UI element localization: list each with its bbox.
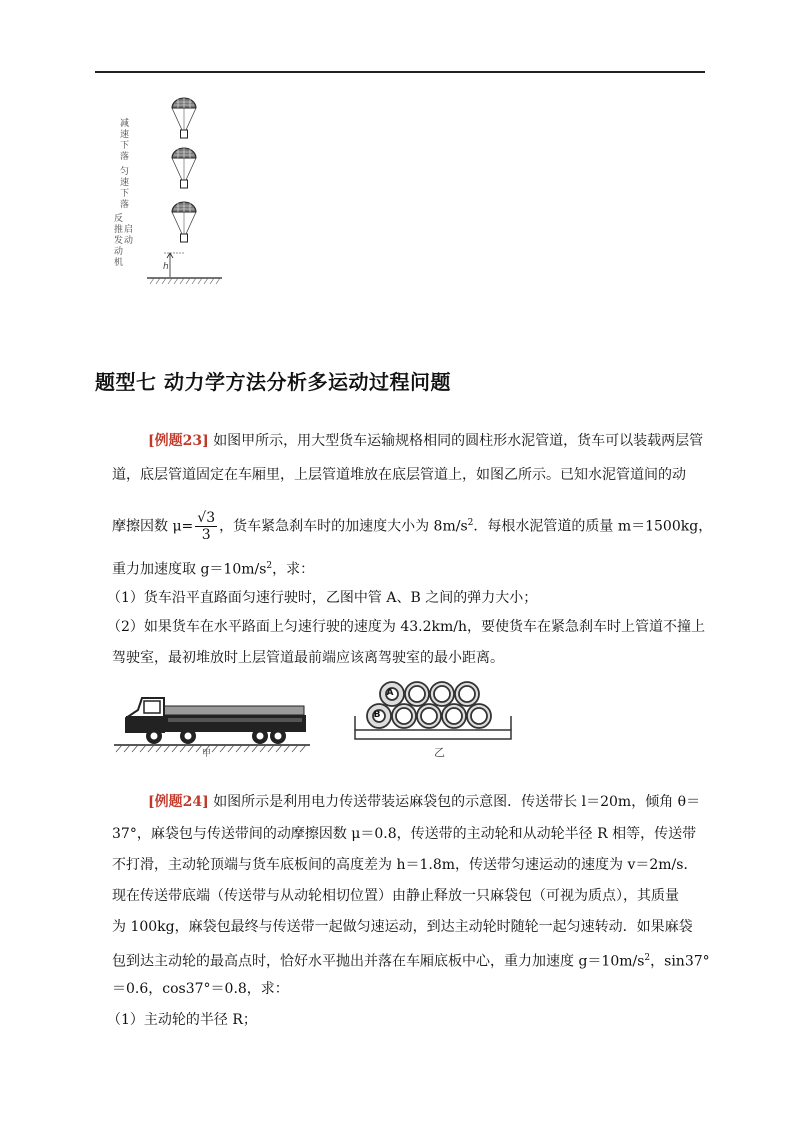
stage3-label-line2: 启动 <box>124 225 134 246</box>
pipe-a-label: A <box>386 688 394 698</box>
fig-label-yi: 乙 <box>434 746 445 759</box>
ex23-line3: 摩擦因数 μ= $\frac{√3}{3}$ ，货车紧急刹车时的加速度大小为 $8m/s^2$．每根水泥管道的质量 m＝1500kg， <box>112 510 713 543</box>
ex24-tag: [例题24] <box>148 794 209 810</box>
pipe-lower-3 <box>417 704 441 728</box>
fig-label-jia: 甲 <box>202 749 212 759</box>
parachute-3-icon <box>172 202 196 242</box>
stage2-label: 匀速下落 <box>120 167 130 210</box>
parachute-1-icon <box>172 98 196 138</box>
header-rule <box>95 71 705 73</box>
height-label: h <box>163 262 169 272</box>
pipe-lower-4 <box>442 704 466 728</box>
parachute-2-icon <box>172 148 196 188</box>
pipe-lower-5 <box>467 704 491 728</box>
ex23-line4: 重力加速度取 $g=10m/s^2$，求： <box>112 561 315 578</box>
ex24-line5: 为 100kg，麻袋包最终与传送带一起做匀速运动，到达主动轮时随轮一起匀速转动．如果麻袋 <box>112 919 693 935</box>
ex23-line1: [例题23] 如图甲所示，用大型货车运输规格相同的圆柱形水泥管道，货车可以装载两层管 <box>148 433 704 449</box>
truck-wheel-4 <box>270 728 286 744</box>
stage3-label-line1: 反推发动机 <box>114 214 124 268</box>
ex24-q1: （1）主动轮的半径 R； <box>107 1012 257 1028</box>
ex24-line4: 现在传送带底端（传送带与从动轮相切位置）由静止释放一只麻袋包（可视为质点），其质量 <box>112 888 679 904</box>
ex23-tag: [例题23] <box>148 433 209 449</box>
parachute-drawing <box>112 92 232 302</box>
pipe-upper-2 <box>405 682 429 706</box>
ex24-line6: 包到达主动轮的最高点时，恰好水平抛出并落在车厢底板中心，重力加速度 $g=10m/s^2$，sin37° <box>112 953 710 970</box>
truck-wheel-3 <box>252 728 268 744</box>
truck-bed-section <box>355 730 511 739</box>
ex24-line1: [例题24] 如图所示是利用电力传送带装运麻袋包的示意图．传送带长 l＝20m，倾角 θ＝ <box>148 794 701 810</box>
section-title: 题型七 动力学方法分析多运动过程问题 <box>95 370 451 394</box>
ex24-line2: 37°，麻袋包与传送带间的动摩擦因数 μ＝0.8，传送带的主动轮和从动轮半径 R 相等，传送带 <box>112 826 697 842</box>
ex24-line3: 不打滑，主动轮顶端与货车底板间的高度差为 h＝1.8m，传送带匀速运动的速度为 v＝2m/s． <box>112 857 698 873</box>
ex23-q2-line2: 驾驶室，最初堆放时上层管道最前端应该离驾驶室的最小距离。 <box>112 650 504 666</box>
truck-wheel-2 <box>180 728 196 744</box>
truck-wheel-1 <box>146 728 162 744</box>
pipe-b-label: B <box>373 710 381 720</box>
ex23-line2: 道，底层管道固定在车厢里，上层管道堆放在底层管道上，如图乙所示。已知水泥管道间的动 <box>112 467 686 483</box>
ex24-line7: ＝0.6，cos37°＝0.8，求： <box>112 981 289 997</box>
mu-fraction: $\frac{√3}{3}$ <box>197 510 216 543</box>
ex23-q2-line1: （2）如果货车在水平路面上匀速行驶的速度为 43.2km/h，要使货车在紧急刹车时上管道不撞上 <box>107 619 706 635</box>
truck-pipes <box>162 706 304 715</box>
pipe-upper-3 <box>430 682 454 706</box>
stage1-label: 减速下落 <box>120 119 130 162</box>
pipe-lower-2 <box>392 704 416 728</box>
pipe-upper-4 <box>455 682 479 706</box>
truck-figure <box>112 688 312 766</box>
ex23-q1: （1）货车沿平直路面匀速行驶时，乙图中管 A、B 之间的弹力大小； <box>107 590 538 606</box>
